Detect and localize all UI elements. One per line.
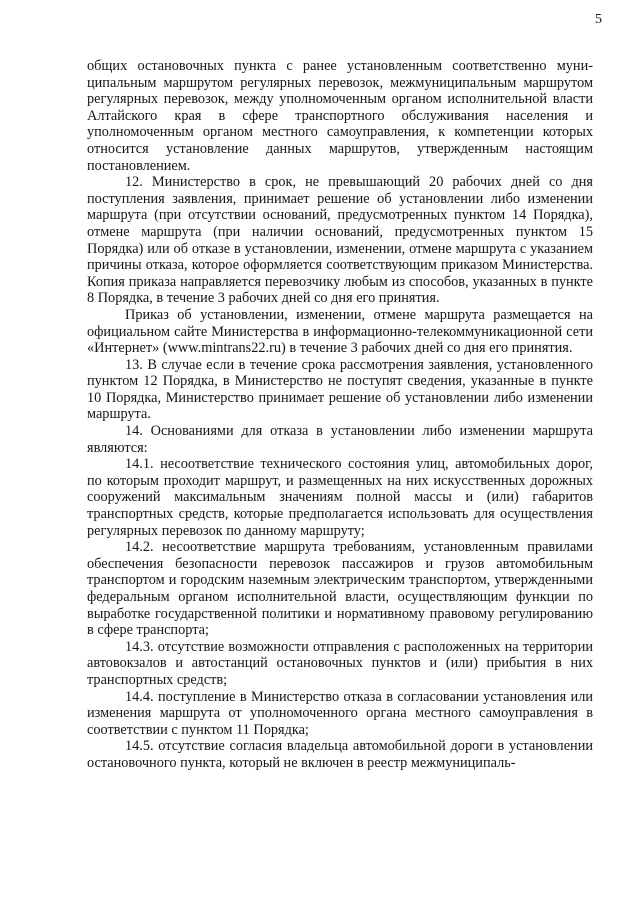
paragraph-13: 13. В случае если в течение срока рассмотрения заявления, установленного пунктом 12 Порядка, в Министерство не поступят сведения, указанные в пункте 10 Порядка, Министерство принимает решение об установлении либо изменении маршрута. (87, 356, 593, 423)
paragraph-14-3: 14.3. отсутствие возможности отправления с расположенных на территории автовокзалов и автостанций остановочных пунктов и (или) прибытия в них транспортных средств; (87, 638, 593, 688)
paragraph-14-2: 14.2. несоответствие маршрута требованиям, установленным правилами обеспечения безопасности перевозок пассажиров и грузов автомобильным транспортом и городским наземным электрическим транспортом, утвержденными федеральным органом исполнительной власти, осуществляющим функции по выработке государственной политики и нормативному правовому регулированию в сфере транспорта; (87, 539, 593, 639)
paragraph-14: 14. Основаниями для отказа в установлении либо изменении маршрута являются: (87, 423, 593, 456)
paragraph-order-publication: Приказ об установлении, изменении, отмене маршрута размещается на официальном сайте Министерства в информационно-телекоммуникационной сети «Интернет» (www.mintrans22.ru) в течение 3 рабочих дней со дня его принятия. (87, 306, 593, 357)
paragraph-14-1: 14.1. несоответствие технического состояния улиц, автомобильных дорог, по которым проходит маршрут, и размещенных на них искусственных дорожных сооружений максимальным значениям полной массы и (или) габаритов транспортных средств, которые предполагается использовать для осуществления регулярных перевозок по данному маршруту; (87, 456, 593, 539)
paragraph-12: 12. Министерство в срок, не превышающий 20 рабочих дней со дня поступления заявления, принимает решение об установлении либо изменении маршрута (при отсутствии оснований, предусмотренных пунктом 14 Порядка), отмене маршрута (при наличии оснований, предусмотренных пунктом 15 Порядка) или об отказе в установлении, изменении, отмене маршрута с указанием причины отказа, которое оформляется соответствующим приказом Министерства. Копия приказа направляется перевозчику любым из способов, указанных в пункте 8 Порядка, в течение 3 рабочих дней со дня его принятия. (87, 174, 593, 307)
paragraph-14-5: 14.5. отсутствие согласия владельца автомобильной дороги в установлении остановочного пункта, который не включен в реестр межмуниципаль- (87, 738, 593, 771)
paragraph-1-continuation: общих остановочных пункта с ранее установленным соответственно муниципальным маршрутом регулярных перевозок, межмуниципальным маршрутом регулярных перевозок, между уполномоченным органом исполнительной власти Алтайского края в сфере транспортного обслуживания населения и уполномоченным органом местного самоуправления, к компетенции которых относится установление данных маршрутов, утвержденным настоящим постановлением. (87, 58, 593, 174)
paragraph-14-4: 14.4. поступление в Министерство отказа в согласовании установления или изменения маршрута от уполномоченного органа местного самоуправления в соответствии с пунктом 11 Порядка; (87, 688, 593, 738)
page-number: 5 (595, 12, 602, 27)
document-body (87, 58, 593, 772)
